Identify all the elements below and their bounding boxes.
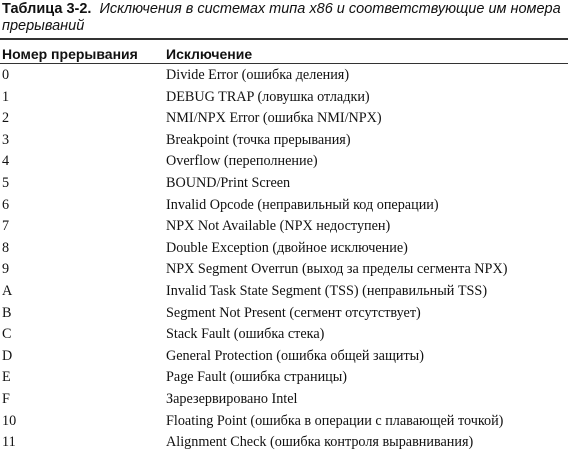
interrupt-number-cell: D [2, 347, 13, 364]
table-row [0, 238, 568, 260]
exception-cell: Breakpoint (точка прерывания) [166, 131, 351, 148]
exception-cell: NMI/NPX Error (ошибка NMI/NPX) [166, 110, 382, 127]
table-row [0, 87, 568, 109]
interrupt-number-cell: A [2, 282, 13, 299]
exception-cell: Overflow (переполнение) [166, 153, 318, 170]
interrupt-number-cell: 9 [2, 261, 10, 278]
interrupt-number-cell: 10 [2, 412, 17, 429]
table-row [0, 432, 568, 454]
exception-cell: DEBUG TRAP (ловушка отладки) [166, 88, 370, 105]
table-row [0, 195, 568, 217]
column-header-exception: Исключение [166, 46, 253, 62]
table-caption-text: Исключения в системах типа x86 и соответствующие им номера прерываний [2, 1, 561, 34]
interrupt-number-cell: 11 [2, 434, 16, 451]
column-header-interrupt-number: Номер прерывания [2, 46, 138, 62]
table-body [0, 65, 568, 454]
table-row [0, 303, 568, 325]
interrupt-number-cell: 8 [2, 239, 10, 256]
table-row [0, 173, 568, 195]
table-top-rule [0, 38, 568, 40]
table-row [0, 65, 568, 87]
table-caption-label: Таблица 3-2. [2, 1, 92, 17]
interrupt-number-cell: C [2, 326, 12, 343]
table-row [0, 346, 568, 368]
interrupt-number-cell: E [2, 369, 11, 386]
exception-cell: Stack Fault (ошибка стека) [166, 326, 325, 343]
exception-cell: BOUND/Print Screen [166, 174, 291, 191]
interrupt-number-cell: 4 [2, 153, 10, 170]
interrupt-number-cell: 6 [2, 196, 10, 213]
exception-cell: NPX Not Available (NPX недоступен) [166, 218, 391, 235]
interrupt-number-cell: 2 [2, 110, 10, 127]
table-row [0, 108, 568, 130]
exception-cell: Зарезервировано Intel [166, 390, 298, 407]
interrupt-number-cell: 0 [2, 67, 10, 83]
interrupt-number-cell: B [2, 304, 12, 321]
exception-cell: Invalid Opcode (неправильный код операции) [166, 196, 439, 213]
exception-cell: Page Fault (ошибка страницы) [166, 369, 348, 386]
interrupt-number-cell: 5 [2, 174, 10, 191]
table-caption [2, 1, 562, 35]
table-row [0, 411, 568, 433]
exception-cell: Invalid Task State Segment (TSS) (неправильный TSS) [166, 282, 488, 299]
table-row [0, 324, 568, 346]
exception-cell: Segment Not Present (сегмент отсутствует) [166, 304, 421, 321]
table-row [0, 216, 568, 238]
exception-cell: Divide Error (ошибка деления) [166, 67, 350, 83]
exception-cell: NPX Segment Overrun (выход за пределы сегмента NPX) [166, 261, 508, 278]
table-header-rule [0, 63, 568, 64]
interrupt-number-cell: F [2, 390, 10, 407]
table-row [0, 259, 568, 281]
table-row [0, 281, 568, 303]
exception-cell: Double Exception (двойное исключение) [166, 239, 408, 256]
exception-cell: Floating Point (ошибка в операции с плавающей точкой) [166, 412, 504, 429]
table-row [0, 389, 568, 411]
table-row [0, 151, 568, 173]
interrupt-number-cell: 1 [2, 88, 10, 105]
exception-cell: General Protection (ошибка общей защиты) [166, 347, 424, 364]
table-header-row [0, 44, 568, 64]
interrupt-number-cell: 7 [2, 218, 10, 235]
exception-cell: Alignment Check (ошибка контроля выравнивания) [166, 434, 474, 451]
table-row [0, 130, 568, 152]
interrupt-number-cell: 3 [2, 131, 10, 148]
table-row [0, 367, 568, 389]
